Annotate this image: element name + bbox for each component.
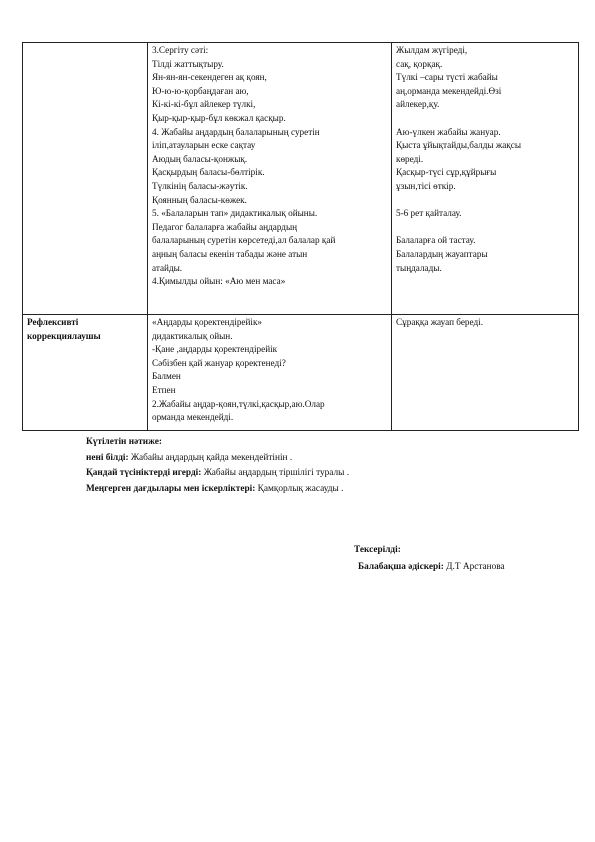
cell-text-line: коррекциялаушы: [27, 330, 101, 341]
skills-text: Қамқорлық жасауды .: [255, 483, 344, 494]
cell-text-line: Аюдың баласы-қонжық.: [152, 153, 248, 164]
lesson-table: [22, 42, 579, 431]
cell-text-line: балаларының суретін көрсетеді,ал балалар қай: [152, 235, 336, 246]
cell-text-line: тыңдалады.: [396, 262, 442, 273]
cell-text-line: 5. «Балаларын тап» дидактикалық ойыны.: [152, 208, 318, 219]
methodist-label: Балабақша әдіскері:: [358, 561, 444, 572]
cell-text-line: [396, 112, 574, 126]
concepts-line: [86, 466, 566, 482]
checked-label: Тексерілді:: [354, 545, 401, 555]
cell-text-line: 3.Сергіту сәті:: [152, 45, 209, 55]
expected-results: [86, 435, 566, 497]
cell-text-line: айлекер,қу.: [396, 99, 440, 110]
cell-text-line: Түлкінің баласы-жәутік.: [152, 180, 248, 191]
cell-text-line: Қыста ұйықтайды,балды жақсы: [396, 140, 521, 151]
cell-text-line: Сұраққа жауап береді.: [396, 317, 484, 327]
cell-text-line: дидактикалық ойын.: [152, 330, 233, 341]
cell-text-line: 5-6 рет қайталау.: [396, 208, 462, 219]
cell-text-line: Балаларға ой тастау.: [396, 235, 476, 246]
teacher-activity-cell: [148, 43, 392, 315]
cell-text-line: Ю-ю-ю-қорбаңдаған аю,: [152, 85, 249, 96]
methodist-name: Д.Т Арстанова: [443, 561, 505, 572]
cell-text-line: 4. Жабайы аңдардың балаларының суретін: [152, 126, 320, 137]
cell-text-line: аң,орманда мекендейді.Өзі: [396, 85, 502, 96]
cell-text-line: аңның баласы екенін табады және атын: [152, 248, 308, 259]
cell-text-line: Балмен: [152, 371, 181, 382]
cell-text-line: сақ, қорқақ.: [396, 58, 443, 69]
skills-label: Меңгерген дағдылары мен іскерліктері:: [86, 483, 256, 494]
cell-text-line: атайды.: [152, 262, 183, 273]
cell-text-line: Кі-кі-кі-бұл айлекер түлкі,: [152, 99, 256, 110]
cell-text-line: 4.Қимылды ойын: «Аю мен маса»: [152, 276, 286, 287]
table-row: [23, 43, 579, 315]
cell-text-line: «Аңдарды қоректендірейік»: [152, 317, 263, 327]
skills-line: [86, 482, 566, 498]
teacher-activity-cell: [148, 315, 392, 431]
cell-text-line: [396, 194, 574, 208]
knowledge-text: Жабайы аңдардың қайда мекендейтінін .: [128, 452, 293, 463]
stage-cell: [23, 43, 148, 315]
child-activity-cell: [392, 315, 579, 431]
cell-text-line: Ян-ян-ян-секендеген ақ қоян,: [152, 72, 267, 83]
cell-text-line: -Қане ,аңдарды қоректендірейік: [152, 344, 278, 355]
knowledge-label: нені білді:: [86, 452, 129, 463]
stage-cell: [23, 315, 148, 431]
cell-text-line: Сәбізбен қай жануар қоректенеді?: [152, 357, 286, 368]
cell-text-line: Рефлексивті: [27, 317, 79, 327]
methodist-line: [354, 559, 505, 576]
cell-text-line: Қыр-қыр-қыр-бұл көкжал қасқыр.: [152, 112, 286, 123]
cell-text-line: Етпен: [152, 384, 176, 395]
concepts-label: Қандай түсініктерді игерді:: [86, 468, 202, 479]
cell-text-line: Қоянның баласы-көжек.: [152, 194, 247, 205]
cell-text-line: Жылдам жүгіреді,: [396, 45, 468, 55]
knowledge-line: [86, 451, 566, 467]
cell-text-line: Педагог балаларға жабайы аңдардың: [152, 221, 298, 232]
signature-block: [354, 542, 505, 575]
cell-text-line: 2.Жабайы аңдар-қоян,түлкі,қасқыр,аю.Олар: [152, 398, 325, 409]
cell-text-line: іліп,атауларын еске сақтау: [152, 140, 256, 151]
cell-text-line: Қасқырдың баласы-бөлтірік.: [152, 167, 265, 178]
cell-text-line: ұзын,тісі өткір.: [396, 180, 456, 191]
cell-text-line: орманда мекендейді.: [152, 412, 234, 423]
table-row: [23, 315, 579, 431]
child-activity-cell: [392, 43, 579, 315]
cell-text-line: Аю-үлкен жабайы жануар.: [396, 126, 501, 137]
cell-text-line: Қасқыр-түсі сұр,құйрығы: [396, 167, 497, 178]
cell-text-line: [396, 221, 574, 235]
cell-text-line: көреді.: [396, 153, 424, 164]
cell-text-line: Түлкі –сары түсті жабайы: [396, 72, 498, 83]
concepts-text: Жабайы аңдардың тіршілігі туралы .: [201, 468, 350, 479]
cell-text-line: Тілді жаттықтыру.: [152, 58, 224, 69]
expected-results-heading: Күтілетін нәтиже:: [86, 437, 162, 447]
cell-text-line: Балалардың жауаптары: [396, 248, 488, 259]
